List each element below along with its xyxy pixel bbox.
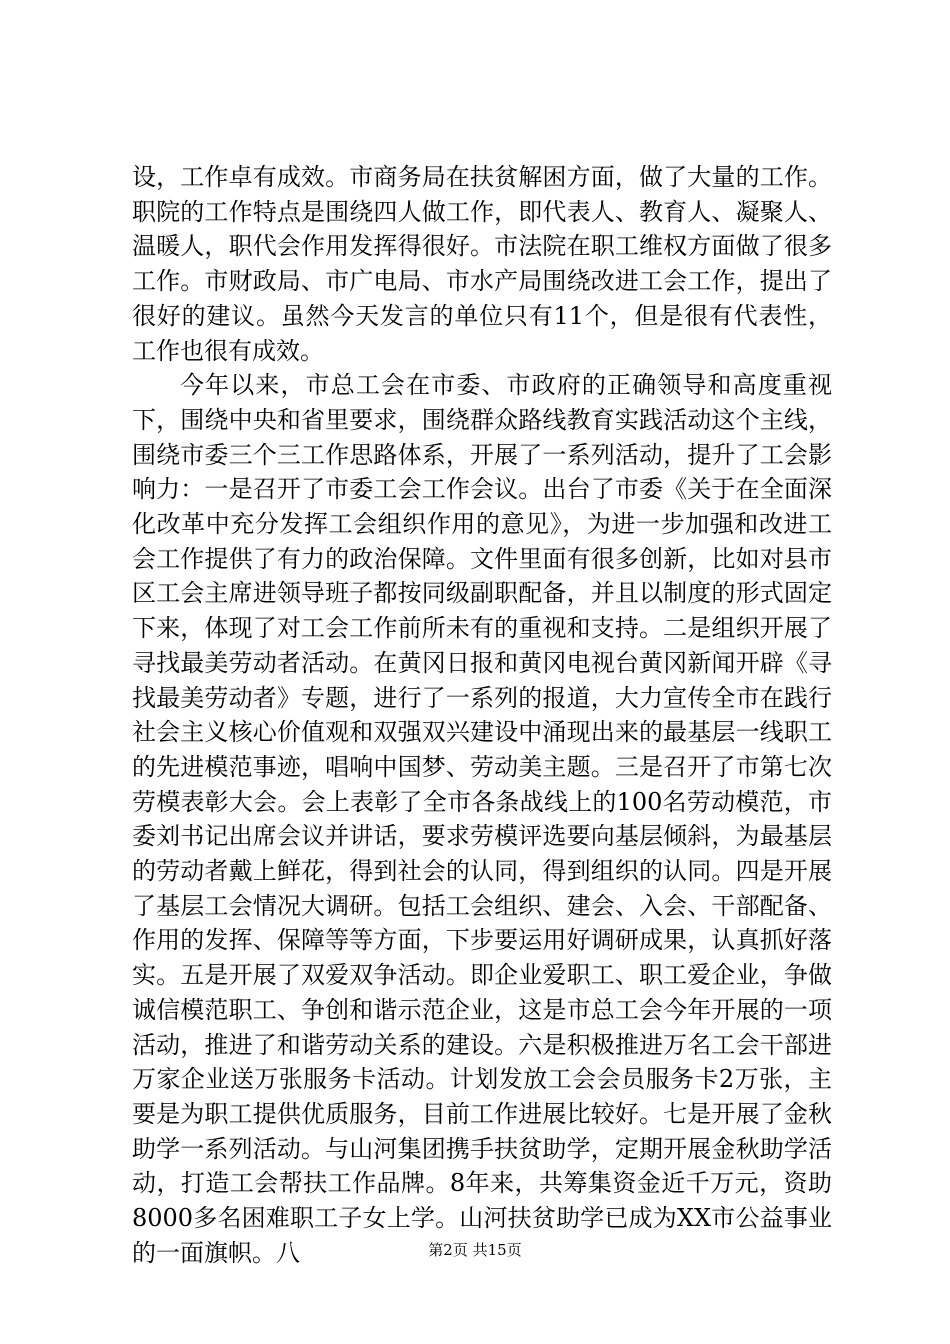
document-body bbox=[132, 160, 832, 1271]
paragraph-2: 今年以来，市总工会在市委、市政府的正确领导和高度重视下，围绕中央和省里要求，围绕群众路线教育实践活动这个主线，围绕市委三个三工作思路体系，开展了一系列活动，提升了工会影响力：一是召开了市委工会工作会议。出台了市委《关于在全面深化改革中充分发挥工会组织作用的意见》，为进一步加强和改进工会工作提供了有力的政治保障。文件里面有很多创新，比如对县市区工会主席进领导班子都按同级副职配备，并且以制度的形式固定下来，体现了对工会工作前所未有的重视和支持。二是组织开展了寻找最美劳动者活动。在黄冈日报和黄冈电视台黄冈新闻开辟《寻找最美劳动者》专题，进行了一系列的报道，大力宣传全市在践行社会主义核心价值观和双强双兴建设中涌现出来的最基层一线职工的先进模范事迹，唱响中国梦、劳动美主题。三是召开了市第七次劳模表彰大会。会上表彰了全市各条战线上的100名劳动模范，市委刘书记出席会议并讲话，要求劳模评选要向基层倾斜，为最基层的劳动者戴上鲜花，得到社会的认同，得到组织的认同。四是开展了基层工会情况大调研。包括工会组织、建会、入会、干部配备、作用的发挥、保障等等方面，下步要运用好调研成果，认真抓好落实。五是开展了双爱双争活动。即企业爱职工、职工爱企业，争做诚信模范职工、争创和谐示范企业，这是市总工会今年开展的一项活动，推进了和谐劳动关系的建设。六是积极推进万名工会干部进万家企业送万张服务卡活动。计划发放工会会员服务卡2万张，主要是为职工提供优质服务，目前工作进展比较好。七是开展了金秋助学一系列活动。与山河集团携手扶贫助学，定期开展金秋助学活动，打造工会帮扶工作品牌。8年来，共筹集资金近千万元，资助8000多名困难职工子女上学。山河扶贫助学已成为XX市公益事业的一面旗帜。八 bbox=[132, 371, 832, 1267]
page-footer: 第2页 共15页 bbox=[428, 1241, 522, 1259]
paragraph-1: 设，工作卓有成效。市商务局在扶贫解困方面，做了大量的工作。职院的工作特点是围绕四人做工作，即代表人、教育人、凝聚人、温暖人，职代会作用发挥得很好。市法院在职工维权方面做了很多工作。市财政局、市广电局、市水产局围绕改进工会工作，提出了很好的建议。虽然今天发言的单位只有11个，但是很有代表性，工作也很有成效。 bbox=[132, 163, 832, 365]
